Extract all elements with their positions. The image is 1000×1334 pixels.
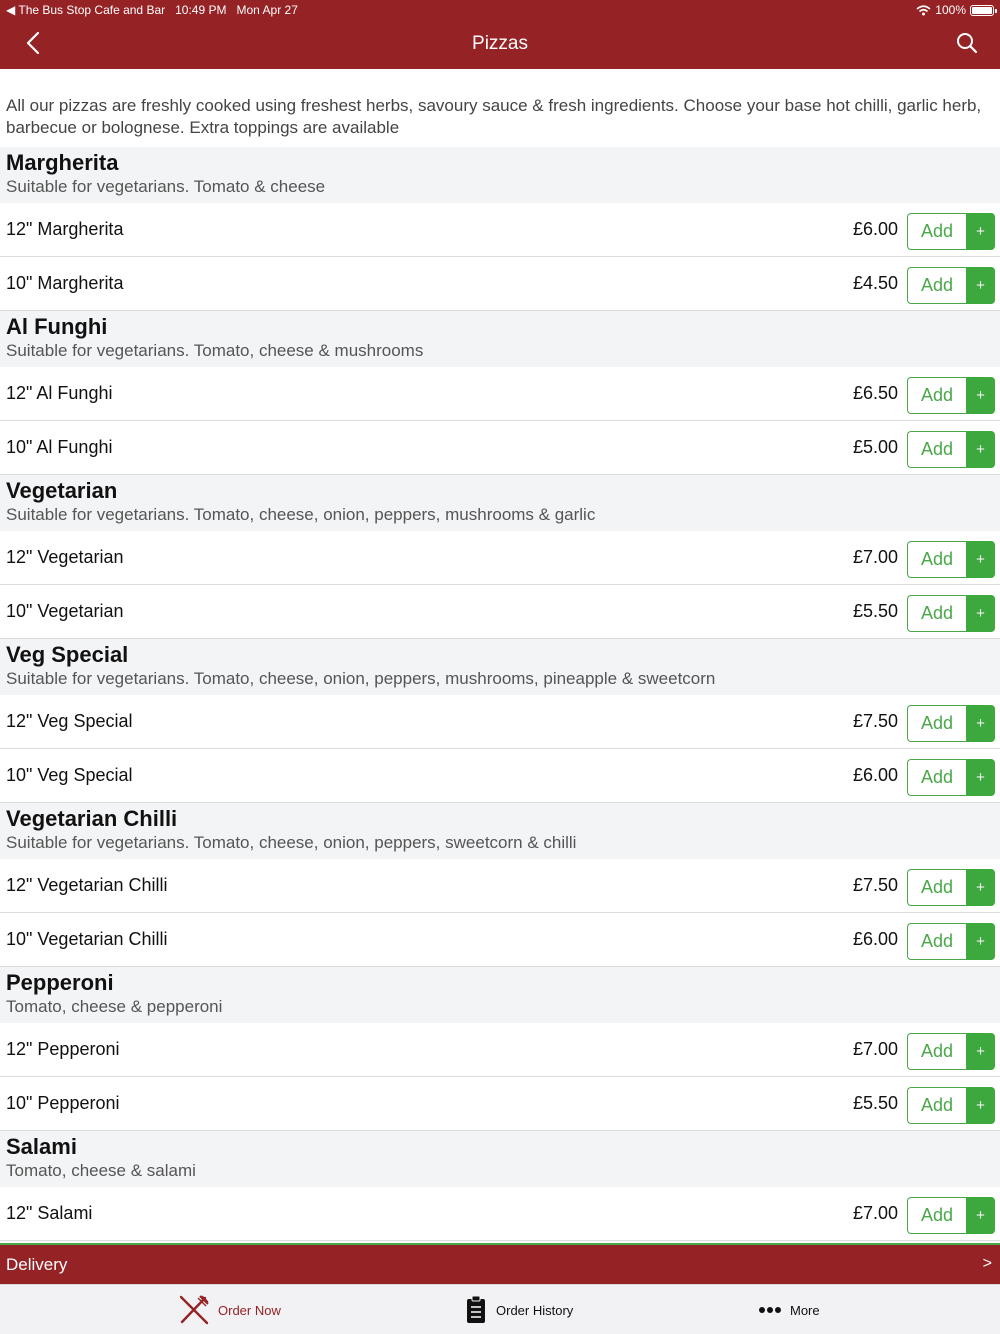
item-price: £7.00 <box>852 1039 898 1059</box>
item-price: £6.00 <box>852 929 898 949</box>
add-button[interactable]: Add <box>907 377 966 414</box>
tab-order-now[interactable] <box>178 1285 281 1334</box>
add-to-order-control <box>907 869 995 906</box>
add-button[interactable]: Add <box>907 595 966 632</box>
item-name: 12" Pepperoni <box>6 1039 120 1059</box>
menu-item-row <box>0 257 1000 311</box>
plus-button[interactable]: + <box>966 377 995 414</box>
plus-button[interactable]: + <box>966 267 995 304</box>
menu-item-row <box>0 1077 1000 1131</box>
category-description: Suitable for vegetarians. Tomato, cheese, onion, peppers, mushrooms & garlic <box>6 505 596 524</box>
category-header <box>0 803 1000 859</box>
status-bar <box>0 0 1000 20</box>
item-name: 12" Vegetarian Chilli <box>6 875 168 895</box>
category-header <box>0 1131 1000 1187</box>
category-description: Suitable for vegetarians. Tomato, cheese, onion, peppers, sweetcorn & chilli <box>6 833 577 852</box>
intro-text: All our pizzas are freshly cooked using freshest herbs, savoury sauce & fresh ingredients. Choose your base hot chilli, garlic herb, barbecue or bolognese. Extra toppings are available <box>0 69 1000 147</box>
category-header <box>0 147 1000 203</box>
add-button[interactable]: Add <box>907 705 966 742</box>
tab-more-label: More <box>790 1302 820 1318</box>
menu-item-row <box>0 585 1000 639</box>
add-button[interactable]: Add <box>907 541 966 578</box>
add-to-order-control <box>907 595 995 632</box>
category-title: Margherita <box>6 150 119 175</box>
add-button[interactable]: Add <box>907 1087 966 1124</box>
menu-categories <box>0 147 1000 1241</box>
more-dots-icon <box>758 1306 782 1314</box>
category-title: Pepperoni <box>6 970 114 995</box>
item-name: 12" Al Funghi <box>6 383 113 403</box>
delivery-bar[interactable] <box>0 1243 1000 1284</box>
item-name: 12" Vegetarian <box>6 547 124 567</box>
item-price: £5.50 <box>852 601 898 621</box>
category-description: Suitable for vegetarians. Tomato, cheese & mushrooms <box>6 341 424 360</box>
add-to-order-control <box>907 759 995 796</box>
category-title: Salami <box>6 1134 77 1159</box>
add-to-order-control <box>907 1033 995 1070</box>
menu-item-row <box>0 1023 1000 1077</box>
menu-item-row <box>0 749 1000 803</box>
item-price: £4.50 <box>852 273 898 293</box>
item-name: 10" Margherita <box>6 273 124 293</box>
add-to-order-control <box>907 705 995 742</box>
add-to-order-control <box>907 431 995 468</box>
add-button[interactable]: Add <box>907 431 966 468</box>
item-price: £7.50 <box>852 875 898 895</box>
plus-button[interactable]: + <box>966 541 995 578</box>
category-title: Veg Special <box>6 642 129 667</box>
add-to-order-control <box>907 267 995 304</box>
menu-item-row <box>0 913 1000 967</box>
add-to-order-control <box>907 1087 995 1124</box>
tab-order-now-label: Order Now <box>218 1302 281 1318</box>
menu-item-row <box>0 421 1000 475</box>
category-header <box>0 311 1000 367</box>
plus-button[interactable]: + <box>966 759 995 796</box>
add-to-order-control <box>907 377 995 414</box>
category-header <box>0 475 1000 531</box>
plus-button[interactable]: + <box>966 1033 995 1070</box>
page-title: Pizzas <box>472 33 528 54</box>
delivery-arrow: > <box>982 1255 992 1272</box>
menu-item-row <box>0 203 1000 257</box>
item-name: 10" Vegetarian <box>6 601 124 621</box>
search-icon <box>956 32 978 54</box>
add-button[interactable]: Add <box>907 1197 966 1234</box>
add-to-order-control <box>907 213 995 250</box>
item-name: 10" Veg Special <box>6 765 133 785</box>
item-price: £5.50 <box>852 1093 898 1113</box>
delivery-label: Delivery <box>6 1255 68 1274</box>
plus-button[interactable]: + <box>966 1197 995 1234</box>
category-description: Suitable for vegetarians. Tomato, cheese, onion, peppers, mushrooms, pineapple & sweetcorn <box>6 669 716 688</box>
add-button[interactable]: Add <box>907 923 966 960</box>
category-title: Al Funghi <box>6 314 108 339</box>
category-header <box>0 967 1000 1023</box>
add-button[interactable]: Add <box>907 869 966 906</box>
menu-item-row <box>0 695 1000 749</box>
item-price: £7.00 <box>852 1203 898 1223</box>
category-description: Tomato, cheese & salami <box>6 1161 196 1180</box>
add-to-order-control <box>907 923 995 960</box>
item-name: 10" Pepperoni <box>6 1093 120 1113</box>
item-price: £6.00 <box>852 219 898 239</box>
plus-button[interactable]: + <box>966 595 995 632</box>
item-name: 10" Al Funghi <box>6 437 113 457</box>
wifi-icon <box>916 5 931 16</box>
menu-item-row <box>0 531 1000 585</box>
status-app-name[interactable]: ◀ The Bus Stop Cafe and Bar <box>6 3 166 17</box>
status-time: 10:49 PM <box>175 3 227 17</box>
search-button[interactable] <box>952 28 982 58</box>
tab-order-history[interactable] <box>464 1285 573 1334</box>
menu-list[interactable] <box>0 69 1000 1243</box>
item-name: 12" Veg Special <box>6 711 133 731</box>
plus-button[interactable]: + <box>966 213 995 250</box>
menu-item-row <box>0 367 1000 421</box>
plus-button[interactable]: + <box>966 1087 995 1124</box>
item-price: £5.00 <box>852 437 898 457</box>
item-price: £6.00 <box>852 765 898 785</box>
item-name: 12" Salami <box>6 1203 93 1223</box>
battery-icon <box>970 5 994 16</box>
plus-button[interactable]: + <box>966 705 995 742</box>
plus-button[interactable]: + <box>966 869 995 906</box>
item-name: 10" Vegetarian Chilli <box>6 929 168 949</box>
tab-bar <box>0 1284 1000 1334</box>
add-button[interactable]: Add <box>907 759 966 796</box>
menu-item-row <box>0 859 1000 913</box>
app-header <box>0 0 1000 69</box>
clipboard-icon <box>464 1295 488 1325</box>
add-button[interactable]: Add <box>907 213 966 250</box>
add-to-order-control <box>907 1197 995 1234</box>
category-header <box>0 639 1000 695</box>
item-price: £6.50 <box>852 383 898 403</box>
category-description: Suitable for vegetarians. Tomato & cheese <box>6 177 326 196</box>
item-price: £7.50 <box>852 711 898 731</box>
status-date: Mon Apr 27 <box>236 3 298 17</box>
item-name: 12" Margherita <box>6 219 124 239</box>
add-to-order-control <box>907 541 995 578</box>
item-price: £7.00 <box>852 547 898 567</box>
plus-button[interactable]: + <box>966 923 995 960</box>
plus-button[interactable]: + <box>966 431 995 468</box>
menu-item-row <box>0 1187 1000 1241</box>
cutlery-icon <box>178 1294 210 1326</box>
category-description: Tomato, cheese & pepperoni <box>6 997 223 1016</box>
tab-more[interactable] <box>758 1285 820 1334</box>
category-title: Vegetarian Chilli <box>6 806 178 831</box>
category-title: Vegetarian <box>6 478 118 503</box>
add-button[interactable]: Add <box>907 1033 966 1070</box>
add-button[interactable]: Add <box>907 267 966 304</box>
tab-order-history-label: Order History <box>496 1302 574 1318</box>
battery-percent: 100% <box>935 3 966 17</box>
